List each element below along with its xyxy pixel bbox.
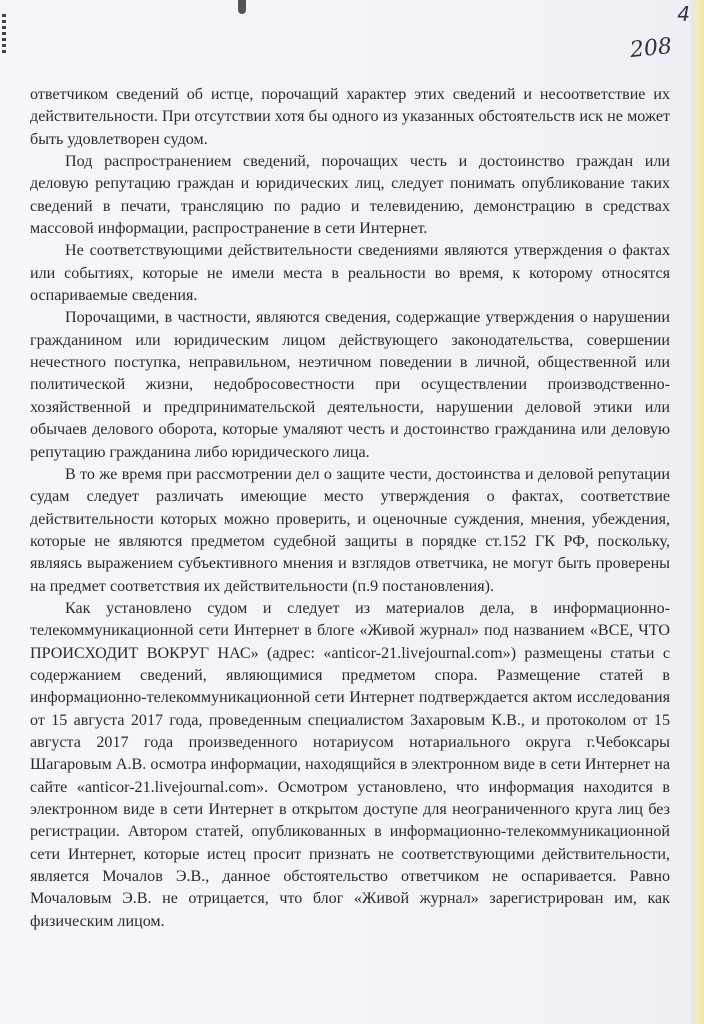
handwritten-page-number: 208 — [628, 33, 674, 64]
paragraph: Под распространением сведений, порочащих честь и достоинство граждан или деловую репутацию граждан и юридических лиц, следует понимать опубликование таких сведений в печати, трансляцию по радио и телевидению, демонстрацию в средствах массовой информации, распространение в сети Интернет. — [30, 153, 670, 238]
ink-blot — [238, 0, 246, 14]
paragraph: Как установлено судом и следует из материалов дела, в информационно-телекоммуникационной сети Интернет в блоге «Живой журнал» под названием «ВСЕ, ЧТО ПРОИСХОДИТ ВОКРУГ НАС» (адрес: «anticor-21.livejournal.com») размещены статьи с содержанием сведений, являющимися предметом спора. Размещение статей в информационно-телекоммуникационной сети Интернет подтверждается актом исследования от 15 августа 2017 года, проведенным специалистом Захаровым К.В., и протоколом от 15 августа 2017 года произведенного нотариусом нотариального округа г.Чебоксары Шагаровым А.В. осмотра информации, находящийся в электронном виде в сети Интернет на сайте «anticor-21.livejournal.com». Осмотром установлено, что информация находится в электронном виде в сети Интернет в открытом доступе для неограниченного круга лиц без регистрации. Автором статей, опубликованных в информационно-телекоммуникационной сети Интернет, которые истец просит признать не соответствующими действительности, является Мочалов Э.В., данное обстоятельство ответчиком не оспаривается. Равно Мочаловым Э.В. не отрицается, что блог «Живой журнал» зарегистрирован им, как физическим лицом. — [30, 599, 670, 930]
handwritten-sheet-number: 4 — [677, 2, 690, 26]
document-body — [30, 84, 670, 933]
page-edge — [690, 0, 704, 1024]
paragraph: Порочащими, в частности, являются сведения, содержащие утверждения о нарушении гражданином или юридическим лицом действующего законодательства, совершении нечестного поступка, неправильном, неэтичном поведении в личной, общественной или политической жизни, недобросовестности при осуществлении производственно-хозяйственной и предпринимательской деятельности, нарушении деловой этики или обычаев делового оборота, которые умаляют честь и достоинство гражданина или деловую репутацию гражданина либо юридического лица. — [30, 309, 670, 461]
paragraph: ответчиком сведений об истце, порочащий характер этих сведений и несоответствие их действительности. При отсутствии хотя бы одного из указанных обстоятельств иск не может быть удовлетворен судом. — [30, 86, 670, 148]
paragraph: Не соответствующими действительности сведениями являются утверждения о фактах или событиях, которые не имели места в реальности во время, к которому относятся оспариваемые сведения. — [30, 242, 670, 305]
paragraph: В то же время при рассмотрении дел о защите чести, достоинства и деловой репутации судам следует различать имеющие место утверждения о фактах, соответствие действительности которых можно проверить, и оценочные суждения, мнения, убеждения, которые не являются предметом судебной защиты в порядке ст.152 ГК РФ, поскольку, являясь выражением субъективного мнения и взглядов ответчика, не могут быть проверены на предмет соответствия их действительности (п.9 постановления). — [30, 465, 670, 595]
binding-mark — [2, 14, 6, 56]
